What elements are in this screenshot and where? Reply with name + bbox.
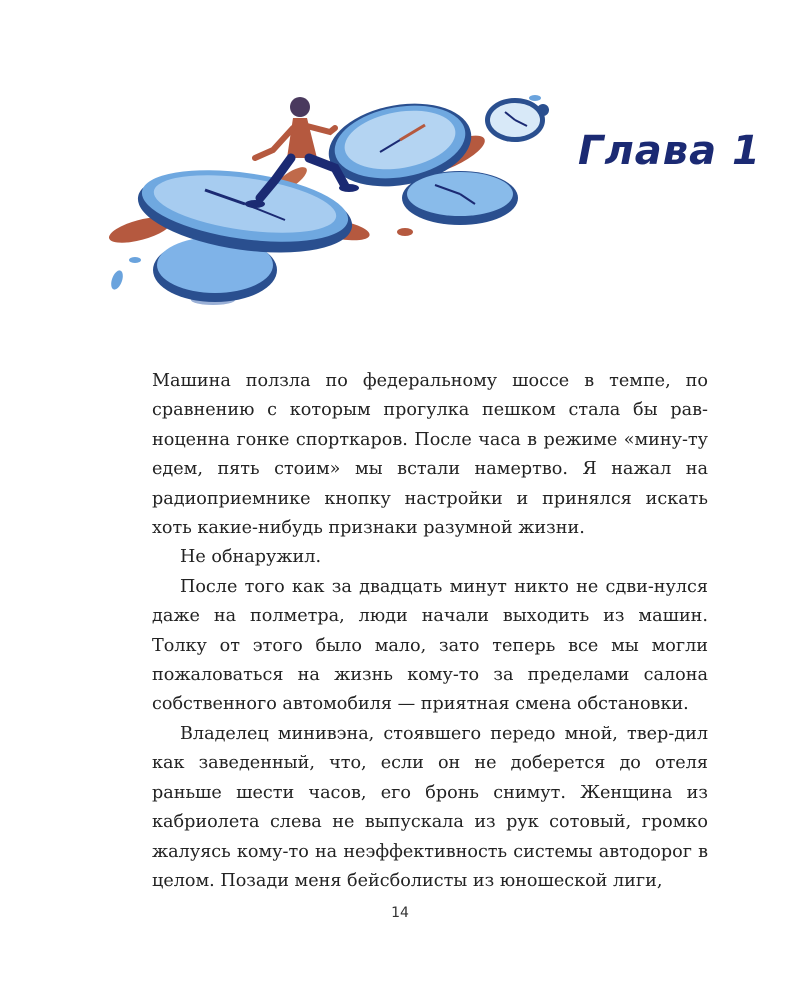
leaf-illustration [397,228,413,236]
paragraph: После того как за двадцать минут никто не сдви-нулся даже на полметра, люди начали выходить из машин. Толку от этого было мало, зато теперь все мы могли пожаловаться на жизнь кому-то за пределами салона собственного автомобиля — приятная смена обстановки. [152,576,708,715]
body-text [152,367,708,896]
chapter-illustration [95,80,555,310]
leaf-illustration [109,269,125,291]
chapter-title: Глава 1 [578,128,761,174]
leaf-illustration [129,257,141,263]
leaf-illustration [529,95,541,101]
page-number: 14 [391,905,409,921]
paragraph: Владелец минивэна, стоявшего передо мной, твер-дил как заведенный, что, если он не доберется до отеля раньше шести часов, его бронь снимут. Женщина из кабриолета слева не выпускала из рук сотовый, громко жалуясь кому-то на неэффективность системы автодорог в целом. Позади меня бейсболисты из юношеской лиги, [152,723,708,891]
paragraph: Не обнаружил. [180,547,322,568]
paragraph: Машина ползла по федеральному шоссе в темпе, по сравнению с которым прогулка пешком стала бы рав-ноценна гонке спорткаров. После часа в режиме «мину-ту едем, пять стоим» мы встали намертво. Я нажал на радиоприемнике кнопку настройки и принялся искать хоть какие-нибудь признаки разумной жизни. [152,371,708,539]
